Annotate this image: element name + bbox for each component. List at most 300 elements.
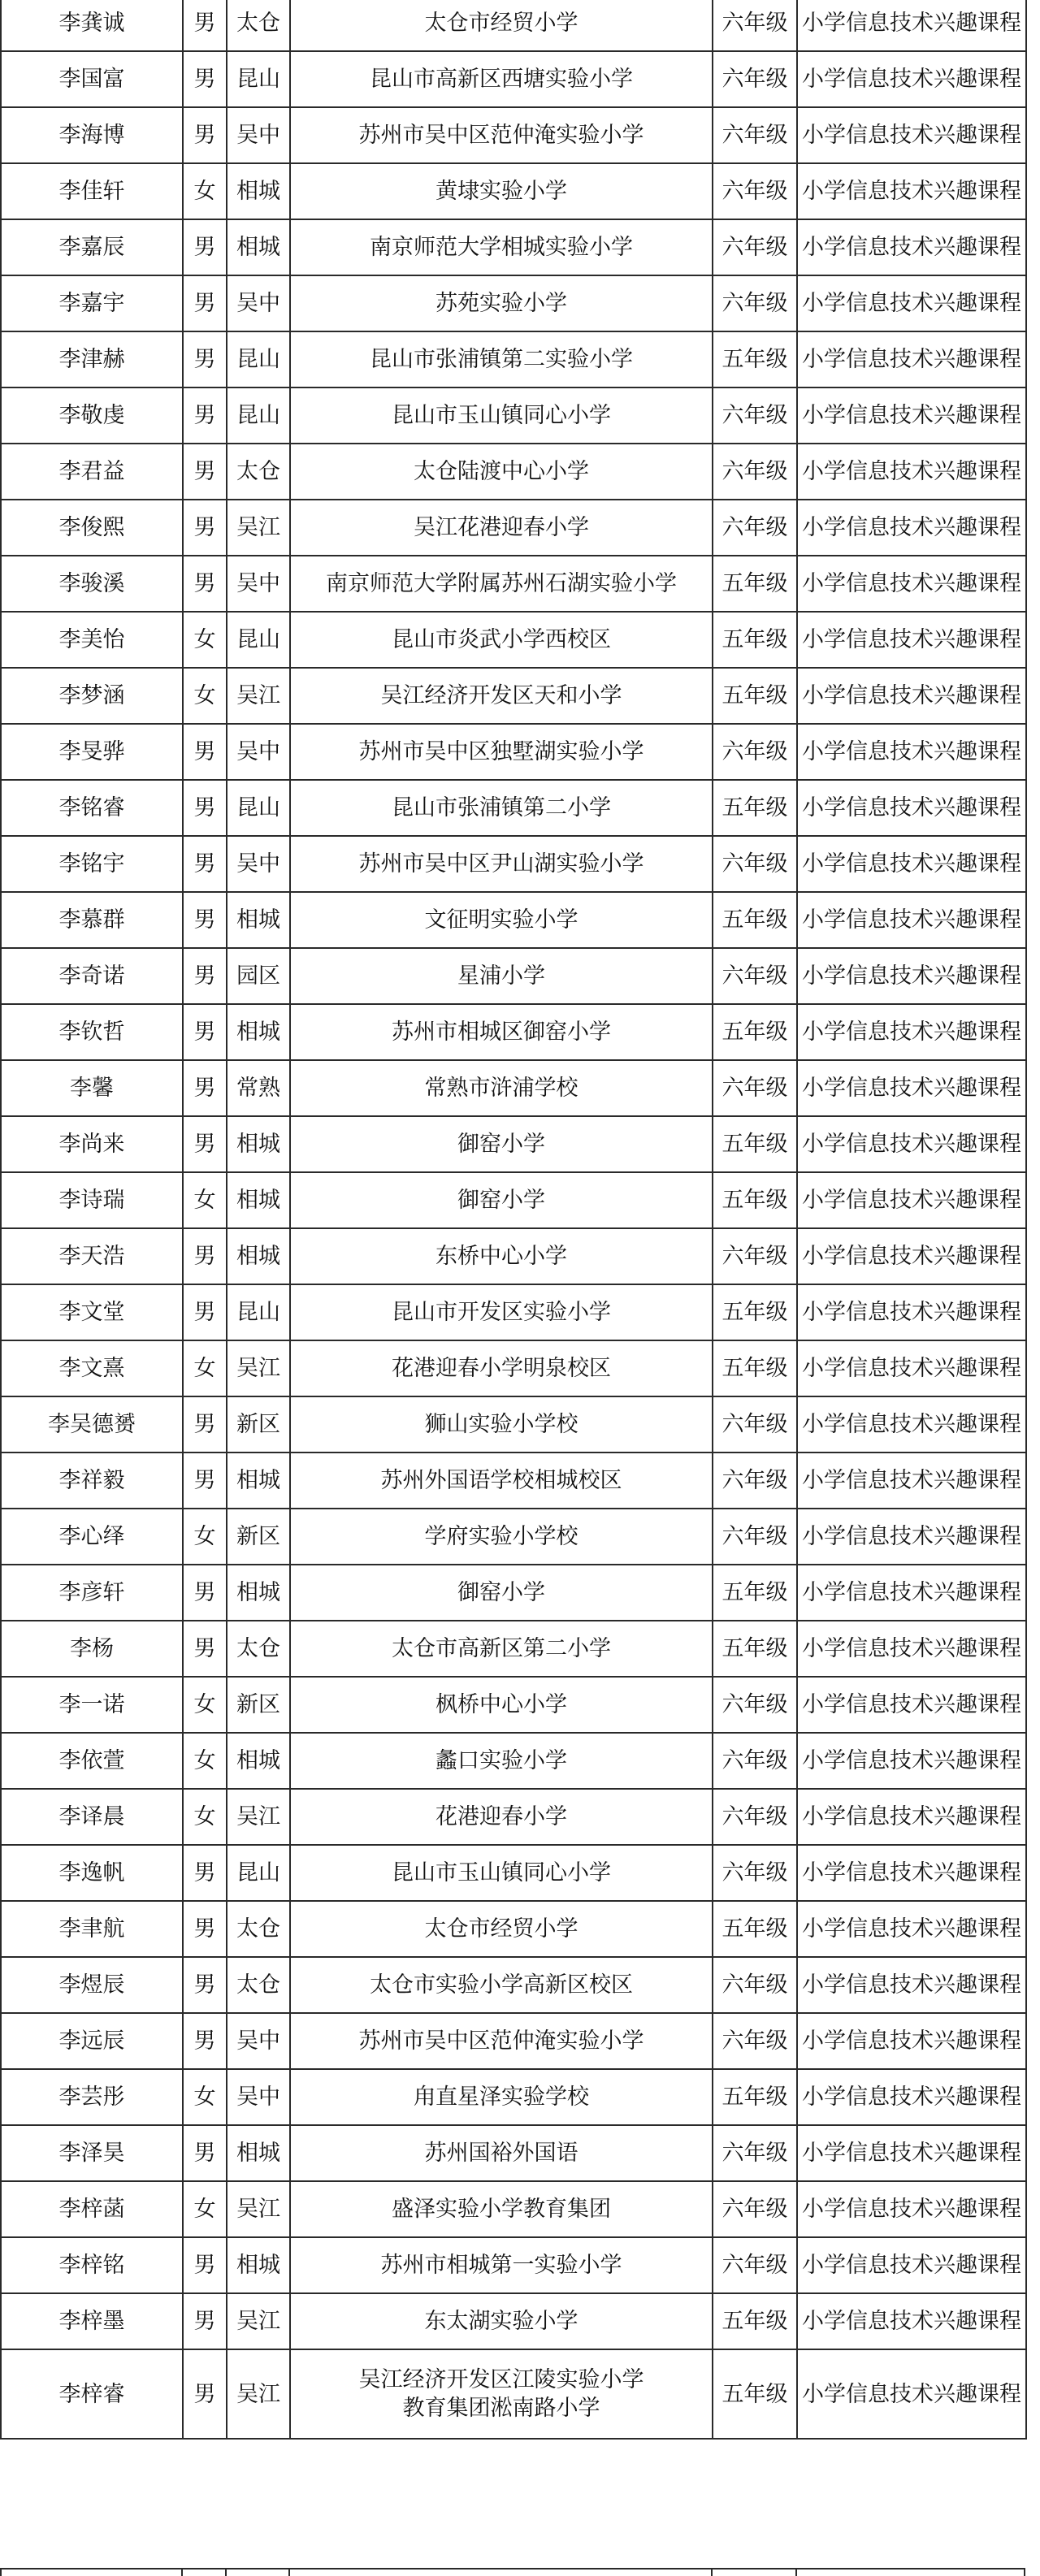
column-divider [225,2568,227,2576]
student-district: 昆山 [227,612,290,668]
student-district: 太仓 [227,1901,290,1957]
student-name: 李铭睿 [1,780,183,836]
student-school [290,2237,713,2293]
student-school [290,1228,713,1284]
table-row [1,2069,1026,2125]
student-gender: 男 [183,556,227,612]
roster-body [1,0,1026,2439]
school-line: 苏州市吴中区尹山湖实验小学 [358,851,644,877]
school-line: 苏州国裕外国语 [424,2141,578,2166]
student-district: 园区 [227,948,290,1004]
column-divider [288,2568,290,2576]
student-gender: 女 [183,2069,227,2125]
student-district: 吴中 [227,107,290,163]
student-gender: 男 [183,2237,227,2293]
school-line: 苏州市吴中区范仲淹实验小学 [358,123,644,148]
student-gender: 男 [183,2293,227,2349]
column-divider [1024,2568,1025,2576]
student-school [290,612,713,668]
student-school [290,1060,713,1116]
student-school [290,1565,713,1621]
student-name: 李煜辰 [1,1957,183,2013]
student-school [290,1957,713,2013]
table-row [1,219,1026,275]
student-school [290,1733,713,1789]
student-school [290,2069,713,2125]
student-name: 李梓铭 [1,2237,183,2293]
student-course: 小学信息技术兴趣课程 [797,2293,1026,2349]
student-school [290,2013,713,2069]
student-name: 李吴德赟 [1,1396,183,1453]
table-row [1,331,1026,387]
student-district: 昆山 [227,387,290,444]
student-grade: 六年级 [713,51,797,107]
student-district: 相城 [227,892,290,948]
student-district: 吴江 [227,1789,290,1845]
school-line: 昆山市玉山镇同心小学 [392,403,611,428]
table-row [1,668,1026,724]
student-school [290,163,713,219]
student-name: 李敬虔 [1,387,183,444]
student-district: 昆山 [227,51,290,107]
student-gender: 男 [183,1396,227,1453]
student-grade: 五年级 [713,2349,797,2439]
student-gender: 男 [183,724,227,780]
school-line: 吴江经济开发区天和小学 [380,683,622,708]
student-school [290,1677,713,1733]
table-row [1,275,1026,331]
student-name: 李彦轩 [1,1565,183,1621]
student-district: 相城 [227,1116,290,1172]
student-gender: 女 [183,2181,227,2237]
school-line: 御窑小学 [457,1580,545,1605]
student-grade: 六年级 [713,500,797,556]
student-district: 太仓 [227,1621,290,1677]
table-row [1,892,1026,948]
student-grade: 六年级 [713,2013,797,2069]
student-gender: 男 [183,1228,227,1284]
student-course: 小学信息技术兴趣课程 [797,1509,1026,1565]
student-course: 小学信息技术兴趣课程 [797,1060,1026,1116]
school-line: 南京师范大学相城实验小学 [370,235,633,260]
student-school [290,2293,713,2349]
student-name: 李聿航 [1,1901,183,1957]
student-gender: 女 [183,163,227,219]
student-gender: 男 [183,1845,227,1901]
student-school [290,1621,713,1677]
school-line: 苏州外国语学校相城校区 [380,1468,622,1493]
student-course: 小学信息技术兴趣课程 [797,1284,1026,1340]
student-course: 小学信息技术兴趣课程 [797,2181,1026,2237]
table-row [1,1060,1026,1116]
student-grade: 五年级 [713,1284,797,1340]
table-row [1,948,1026,1004]
student-district: 新区 [227,1396,290,1453]
student-grade: 六年级 [713,163,797,219]
table-row [1,1957,1026,2013]
student-course: 小学信息技术兴趣课程 [797,1004,1026,1060]
student-district: 相城 [227,1453,290,1509]
student-name: 李梓菡 [1,2181,183,2237]
table-row [1,1396,1026,1453]
table-row [1,1621,1026,1677]
school-line: 花港迎春小学 [436,1804,567,1829]
student-gender: 女 [183,1677,227,1733]
student-gender: 女 [183,668,227,724]
table-row [1,1677,1026,1733]
school-line: 太仓市实验小学高新区校区 [370,1972,633,1998]
student-grade: 六年级 [713,275,797,331]
student-grade: 五年级 [713,612,797,668]
student-course: 小学信息技术兴趣课程 [797,1565,1026,1621]
school-line: 昆山市高新区西塘实验小学 [370,67,633,92]
school-line: 文征明实验小学 [424,907,578,933]
school-line: 狮山实验小学校 [424,1412,578,1437]
student-gender: 男 [183,1901,227,1957]
student-district: 太仓 [227,1957,290,2013]
student-course: 小学信息技术兴趣课程 [797,556,1026,612]
student-district: 新区 [227,1677,290,1733]
school-line: 东太湖实验小学 [424,2309,578,2334]
student-course: 小学信息技术兴趣课程 [797,1901,1026,1957]
student-course: 小学信息技术兴趣课程 [797,1340,1026,1396]
student-course: 小学信息技术兴趣课程 [797,1396,1026,1453]
student-district: 常熟 [227,1060,290,1116]
table-row [1,2125,1026,2181]
student-grade: 五年级 [713,668,797,724]
student-school [290,780,713,836]
student-grade: 五年级 [713,331,797,387]
student-school [290,444,713,500]
student-course: 小学信息技术兴趣课程 [797,1845,1026,1901]
student-course: 小学信息技术兴趣课程 [797,107,1026,163]
student-gender: 男 [183,1284,227,1340]
student-district: 吴中 [227,836,290,892]
student-gender: 男 [183,444,227,500]
table-row [1,1340,1026,1396]
student-name: 李钦哲 [1,1004,183,1060]
next-row-edge [0,2568,1025,2576]
student-name: 李梦涵 [1,668,183,724]
student-course: 小学信息技术兴趣课程 [797,219,1026,275]
student-grade: 六年级 [713,2181,797,2237]
school-line: 昆山市玉山镇同心小学 [392,1860,611,1885]
student-grade: 六年级 [713,1509,797,1565]
student-course: 小学信息技术兴趣课程 [797,51,1026,107]
student-course: 小学信息技术兴趣课程 [797,2013,1026,2069]
student-name: 李旻骅 [1,724,183,780]
student-school [290,668,713,724]
student-school [290,724,713,780]
school-line: 吴江花港迎春小学 [414,515,589,540]
student-course: 小学信息技术兴趣课程 [797,2069,1026,2125]
student-gender: 男 [183,836,227,892]
student-grade: 五年级 [713,1116,797,1172]
student-name: 李祥毅 [1,1453,183,1509]
student-name: 李一诺 [1,1677,183,1733]
table-row [1,163,1026,219]
student-grade: 六年级 [713,1677,797,1733]
table-row [1,724,1026,780]
student-name: 李佳轩 [1,163,183,219]
school-line: 昆山市开发区实验小学 [392,1300,611,1325]
school-line: 常熟市浒浦学校 [424,1076,578,1101]
column-divider [795,2568,797,2576]
student-district: 相城 [227,163,290,219]
table-row [1,444,1026,500]
student-district: 吴江 [227,500,290,556]
student-grade: 六年级 [713,1228,797,1284]
student-name: 李嘉宇 [1,275,183,331]
student-grade: 六年级 [713,1789,797,1845]
student-name: 李嘉辰 [1,219,183,275]
student-name: 李美怡 [1,612,183,668]
school-line: 苏州市相城第一实验小学 [380,2253,622,2278]
table-row [1,2013,1026,2069]
student-name: 李尚来 [1,1116,183,1172]
student-grade: 五年级 [713,780,797,836]
student-gender: 男 [183,1453,227,1509]
student-school [290,1509,713,1565]
student-gender: 男 [183,892,227,948]
student-district: 相城 [227,2237,290,2293]
student-name: 李铭宇 [1,836,183,892]
table-row [1,107,1026,163]
school-line: 盛泽实验小学教育集团 [392,2197,611,2222]
table-row [1,1172,1026,1228]
school-line: 昆山市张浦镇第二实验小学 [370,347,633,372]
student-district: 太仓 [227,0,290,51]
school-line: 御窑小学 [457,1132,545,1157]
student-course: 小学信息技术兴趣课程 [797,892,1026,948]
table-row [1,2237,1026,2293]
student-course: 小学信息技术兴趣课程 [797,387,1026,444]
student-district: 吴江 [227,2293,290,2349]
student-name: 李芸彤 [1,2069,183,2125]
student-name: 李慕群 [1,892,183,948]
table-row [1,556,1026,612]
student-district: 相城 [227,1004,290,1060]
student-grade: 五年级 [713,892,797,948]
student-school [290,1172,713,1228]
school-line: 教育集团淞南路小学 [402,2396,600,2421]
student-name: 李奇诺 [1,948,183,1004]
student-grade: 六年级 [713,1060,797,1116]
student-name: 李梓睿 [1,2349,183,2439]
student-school [290,1789,713,1845]
school-line: 御窑小学 [457,1188,545,1213]
student-course: 小学信息技术兴趣课程 [797,1677,1026,1733]
student-grade: 五年级 [713,2069,797,2125]
student-course: 小学信息技术兴趣课程 [797,2125,1026,2181]
student-district: 吴江 [227,668,290,724]
student-school [290,2181,713,2237]
column-divider [0,2568,2,2576]
student-gender: 男 [183,51,227,107]
table-row [1,1284,1026,1340]
student-district: 吴江 [227,1340,290,1396]
school-line: 东桥中心小学 [436,1244,567,1269]
student-grade: 五年级 [713,1901,797,1957]
student-district: 昆山 [227,1284,290,1340]
student-school [290,1284,713,1340]
school-line: 昆山市炎武小学西校区 [392,627,611,652]
student-grade: 六年级 [713,2237,797,2293]
student-course: 小学信息技术兴趣课程 [797,1172,1026,1228]
student-school [290,948,713,1004]
student-school [290,1453,713,1509]
school-line: 太仓市经贸小学 [424,11,578,36]
student-school [290,1004,713,1060]
student-gender: 女 [183,1340,227,1396]
school-line: 吴江经济开发区江陵实验小学 [358,2367,644,2392]
student-school [290,387,713,444]
student-school [290,1116,713,1172]
student-school [290,1396,713,1453]
student-school [290,1340,713,1396]
student-grade: 六年级 [713,107,797,163]
student-school [290,2125,713,2181]
student-course: 小学信息技术兴趣课程 [797,2349,1026,2439]
school-line: 甪直星泽实验学校 [414,2085,589,2110]
student-gender: 男 [183,948,227,1004]
student-gender: 男 [183,1565,227,1621]
student-name: 李国富 [1,51,183,107]
student-course: 小学信息技术兴趣课程 [797,163,1026,219]
student-course: 小学信息技术兴趣课程 [797,612,1026,668]
school-line: 太仓陆渡中心小学 [414,459,589,484]
student-gender: 男 [183,780,227,836]
student-gender: 男 [183,2125,227,2181]
student-course: 小学信息技术兴趣课程 [797,1228,1026,1284]
student-name: 李君益 [1,444,183,500]
student-gender: 男 [183,1116,227,1172]
student-gender: 男 [183,331,227,387]
school-line: 蠡口实验小学 [436,1748,567,1773]
student-school [290,1901,713,1957]
student-grade: 五年级 [713,2293,797,2349]
student-course: 小学信息技术兴趣课程 [797,2237,1026,2293]
student-course: 小学信息技术兴趣课程 [797,444,1026,500]
table-row [1,1789,1026,1845]
student-gender: 男 [183,387,227,444]
school-line: 黄埭实验小学 [436,179,567,204]
school-line: 苏苑实验小学 [436,291,567,316]
table-row [1,836,1026,892]
student-grade: 六年级 [713,1396,797,1453]
student-name: 李骏溪 [1,556,183,612]
student-district: 昆山 [227,331,290,387]
student-district: 吴中 [227,724,290,780]
student-school [290,51,713,107]
student-grade: 六年级 [713,2125,797,2181]
student-name: 李馨 [1,1060,183,1116]
student-course: 小学信息技术兴趣课程 [797,724,1026,780]
student-course: 小学信息技术兴趣课程 [797,275,1026,331]
student-course: 小学信息技术兴趣课程 [797,1621,1026,1677]
column-divider [181,2568,183,2576]
student-name: 李俊熙 [1,500,183,556]
student-grade: 六年级 [713,1453,797,1509]
table-row [1,1901,1026,1957]
student-gender: 女 [183,1789,227,1845]
student-school [290,2349,713,2439]
school-line: 昆山市张浦镇第二小学 [392,795,611,820]
student-grade: 六年级 [713,219,797,275]
student-gender: 男 [183,1957,227,2013]
student-grade: 六年级 [713,1845,797,1901]
student-course: 小学信息技术兴趣课程 [797,948,1026,1004]
student-gender: 男 [183,219,227,275]
student-course: 小学信息技术兴趣课程 [797,1733,1026,1789]
student-school [290,219,713,275]
student-name: 李逸帆 [1,1845,183,1901]
student-gender: 男 [183,107,227,163]
student-district: 吴中 [227,2013,290,2069]
student-course: 小学信息技术兴趣课程 [797,780,1026,836]
student-name: 李心绎 [1,1509,183,1565]
table-row [1,0,1026,51]
table-row [1,1509,1026,1565]
student-grade: 五年级 [713,1565,797,1621]
student-district: 相城 [227,1228,290,1284]
school-line: 学府实验小学校 [424,1524,578,1549]
student-school [290,892,713,948]
student-name: 李津赫 [1,331,183,387]
school-line: 花港迎春小学明泉校区 [392,1356,611,1381]
student-district: 相城 [227,219,290,275]
student-grade: 六年级 [713,1957,797,2013]
student-grade: 六年级 [713,387,797,444]
table-row [1,612,1026,668]
row-divider [0,2568,1025,2570]
student-gender: 男 [183,275,227,331]
student-district: 相城 [227,1172,290,1228]
student-name: 李海博 [1,107,183,163]
student-school [290,500,713,556]
student-course: 小学信息技术兴趣课程 [797,1116,1026,1172]
student-name: 李依萱 [1,1733,183,1789]
student-course: 小学信息技术兴趣课程 [797,1789,1026,1845]
student-district: 吴中 [227,2069,290,2125]
table-row [1,51,1026,107]
student-gender: 男 [183,1060,227,1116]
student-grade: 五年级 [713,1172,797,1228]
student-district: 相城 [227,1733,290,1789]
student-school [290,107,713,163]
student-district: 吴江 [227,2349,290,2439]
column-divider [711,2568,713,2576]
school-line: 星浦小学 [457,963,545,989]
school-line: 苏州市吴中区范仲淹实验小学 [358,2028,644,2054]
student-gender: 男 [183,1621,227,1677]
table-row [1,1453,1026,1509]
table-row [1,1004,1026,1060]
student-grade: 五年级 [713,1340,797,1396]
student-grade: 五年级 [713,556,797,612]
school-line: 太仓市高新区第二小学 [392,1636,611,1661]
student-gender: 女 [183,1172,227,1228]
student-school [290,275,713,331]
table-row [1,1116,1026,1172]
school-line: 太仓市经贸小学 [424,1916,578,1942]
student-name: 李远辰 [1,2013,183,2069]
student-district: 昆山 [227,780,290,836]
student-course: 小学信息技术兴趣课程 [797,668,1026,724]
student-grade: 六年级 [713,1733,797,1789]
student-name: 李泽昊 [1,2125,183,2181]
student-school [290,1845,713,1901]
